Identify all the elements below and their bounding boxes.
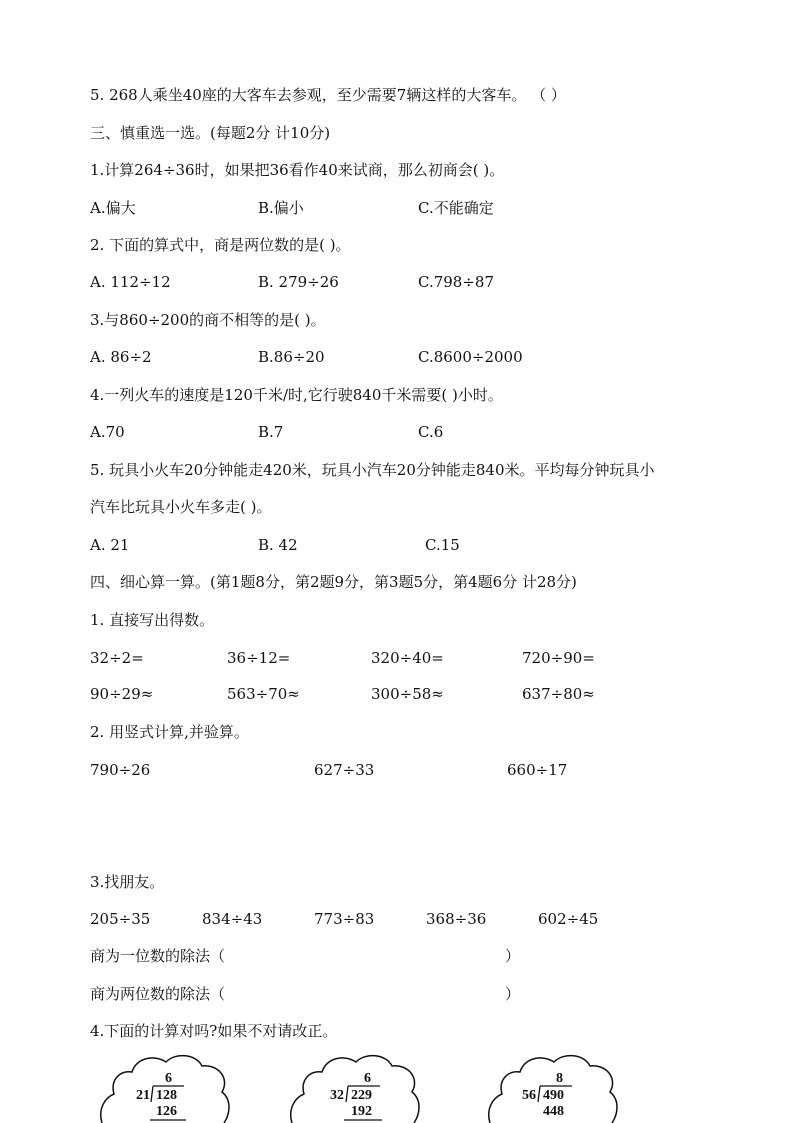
quotient: 8: [556, 1071, 563, 1086]
division-friend-item: 205÷35: [90, 910, 151, 928]
section4-q4-label: 4.下面的计算对吗?如果不对请改正。: [90, 1022, 338, 1040]
section3-question-1: 1.计算264÷36时，如果把36看作40来试商，那么初商会( )。: [90, 161, 505, 179]
division-bracket: [538, 1086, 540, 1102]
mental-math-item: 32÷2=: [90, 649, 144, 667]
q1-option-b: B.偏小: [258, 199, 304, 217]
product: 448: [543, 1104, 564, 1119]
q3-option-b: B.86÷20: [258, 348, 325, 366]
one-digit-quotient-label: 商为一位数的除法（: [90, 947, 226, 965]
q5-option-a: A. 21: [90, 536, 130, 554]
division-bracket: [151, 1086, 153, 1102]
q1-option-a: A.偏大: [90, 199, 136, 217]
q5-option-b: B. 42: [258, 536, 298, 554]
section4-title: 四、细心算一算。(第1题8分，第2题9分，第3题5分，第4题6分 计28分): [90, 573, 577, 591]
estimate-item: 637÷80≈: [522, 685, 595, 703]
divisor: 21: [136, 1088, 150, 1103]
division-friend-item: 834÷43: [202, 910, 263, 928]
divisor: 32: [330, 1088, 344, 1103]
section3-title: 三、慎重选一选。(每题2分 计10分): [90, 124, 331, 142]
section4-q2-label: 2. 用竖式计算,并验算。: [90, 723, 249, 741]
one-digit-quotient-close: ）: [505, 947, 521, 965]
section3-question-5-continued: 汽车比玩具小火车多走( )。: [90, 498, 272, 516]
division-cloud: [486, 1052, 621, 1123]
q5-option-c: C.15: [425, 536, 460, 554]
section3-question-4: 4.一列火车的速度是120千米/时,它行驶840千米需要( )小时。: [90, 386, 503, 404]
q4-option-c: C.6: [418, 423, 444, 441]
section3-question-3: 3.与860÷200的商不相等的是( )。: [90, 311, 326, 329]
two-digit-quotient-label: 商为两位数的除法（: [90, 985, 226, 1003]
q2-option-b: B. 279÷26: [258, 273, 339, 291]
product: 192: [351, 1104, 372, 1119]
estimate-item: 90÷29≈: [90, 685, 154, 703]
dividend: 128: [156, 1088, 177, 1103]
division-cloud: [288, 1052, 423, 1123]
division-cloud: [98, 1052, 233, 1123]
divisor: 56: [522, 1088, 536, 1103]
section3-question-5: 5. 玩具小火车20分钟能走420米，玩具小汽车20分钟能走840米。平均每分钟玩具小: [90, 461, 655, 479]
two-digit-quotient-close: ）: [505, 985, 521, 1003]
vertical-calc-item: 790÷26: [90, 761, 151, 779]
q4-option-a: A.70: [90, 423, 125, 441]
division-friend-item: 368÷36: [426, 910, 487, 928]
dividend: 490: [543, 1088, 564, 1103]
mental-math-item: 36÷12=: [227, 649, 291, 667]
q2-option-a: A. 112÷12: [90, 273, 171, 291]
product: 126: [156, 1104, 177, 1119]
division-bracket: [346, 1086, 348, 1102]
vertical-calc-item: 660÷17: [507, 761, 568, 779]
estimate-item: 563÷70≈: [227, 685, 300, 703]
mental-math-item: 320÷40=: [371, 649, 444, 667]
dividend: 229: [351, 1088, 372, 1103]
quotient: 6: [364, 1071, 371, 1086]
q4-option-b: B.7: [258, 423, 284, 441]
section4-q3-label: 3.找朋友。: [90, 873, 165, 891]
q1-option-c: C.不能确定: [418, 199, 494, 217]
estimate-item: 300÷58≈: [371, 685, 444, 703]
q3-option-c: C.8600÷2000: [418, 348, 523, 366]
q2-option-c: C.798÷87: [418, 273, 494, 291]
section3-question-2: 2. 下面的算式中，商是两位数的是( )。: [90, 236, 351, 254]
vertical-calc-item: 627÷33: [314, 761, 375, 779]
section2-question-5: 5. 268人乘坐40座的大客车去参观，至少需要7辆这样的大客车。 （ ）: [90, 86, 566, 104]
quotient: 6: [165, 1071, 172, 1086]
section4-q1-label: 1. 直接写出得数。: [90, 611, 215, 629]
q3-option-a: A. 86÷2: [90, 348, 152, 366]
division-friend-item: 773÷83: [314, 910, 375, 928]
division-friend-item: 602÷45: [538, 910, 599, 928]
mental-math-item: 720÷90=: [522, 649, 595, 667]
